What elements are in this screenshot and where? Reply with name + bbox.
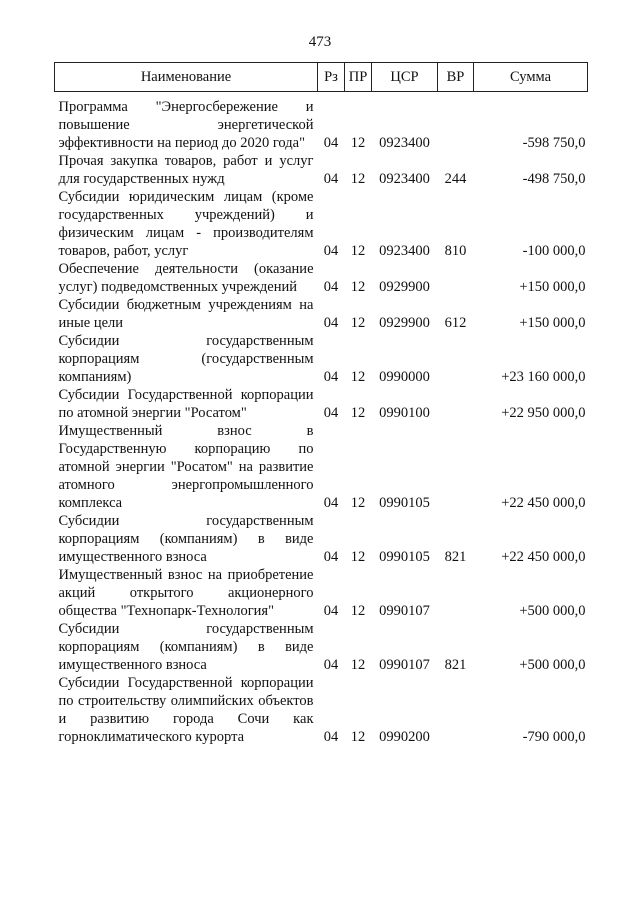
row-name: Субсидии юридическим лицам (кроме государственных учреждений) и физическим лицам - производителям товаров, работ, услуг — [58, 189, 314, 259]
row-csr: 0990200 — [379, 729, 430, 745]
row-vr: 244 — [444, 171, 467, 187]
table-row — [55, 152, 588, 188]
row-rz: 04 — [323, 495, 339, 511]
row-pr: 12 — [350, 405, 366, 421]
row-vr: 821 — [444, 549, 467, 565]
row-sum: +22 950 000,0 — [501, 405, 586, 421]
row-pr: 12 — [350, 243, 366, 259]
table-row — [55, 566, 588, 620]
row-pr: 12 — [350, 657, 366, 673]
row-pr: 12 — [350, 171, 366, 187]
row-name: Субсидии государственным корпорациям (компаниям) в виде имущественного взноса — [58, 513, 314, 565]
row-csr: 0990107 — [379, 657, 430, 673]
table-row — [55, 674, 588, 746]
header-name: Наименование — [55, 63, 318, 92]
row-name: Субсидии бюджетным учреждениям на иные цели — [58, 297, 314, 331]
row-pr: 12 — [350, 495, 366, 511]
table-row — [55, 188, 588, 260]
table-row — [55, 512, 588, 566]
row-name: Субсидии Государственной корпорации по атомной энергии "Росатом" — [58, 387, 314, 421]
row-name: Имущественный взнос в Государственную корпорацию по атомной энергии "Росатом" на развитие атомного энергопромышленного комплекса — [58, 423, 314, 511]
row-pr: 12 — [350, 549, 366, 565]
row-sum: +500 000,0 — [519, 603, 586, 619]
row-csr: 0923400 — [379, 171, 430, 187]
header-csr: ЦСР — [372, 63, 438, 92]
row-vr — [438, 386, 474, 422]
row-rz: 04 — [323, 369, 339, 385]
row-vr — [438, 422, 474, 512]
row-sum: +23 160 000,0 — [501, 369, 586, 385]
row-vr — [438, 92, 474, 153]
row-sum: +150 000,0 — [519, 279, 586, 295]
row-pr: 12 — [350, 279, 366, 295]
row-rz: 04 — [323, 405, 339, 421]
table-row — [55, 260, 588, 296]
table-row — [55, 422, 588, 512]
row-rz: 04 — [323, 171, 339, 187]
row-rz: 04 — [323, 135, 339, 151]
row-sum: -498 750,0 — [522, 171, 586, 187]
header-sum: Сумма — [474, 63, 588, 92]
row-pr: 12 — [350, 315, 366, 331]
row-pr: 12 — [350, 369, 366, 385]
row-rz: 04 — [323, 549, 339, 565]
row-csr: 0990105 — [379, 549, 430, 565]
row-csr: 0923400 — [379, 243, 430, 259]
row-sum: -598 750,0 — [522, 135, 586, 151]
row-csr: 0929900 — [379, 279, 430, 295]
row-name: Субсидии государственным корпорациям (компаниям) в виде имущественного взноса — [58, 621, 314, 673]
header-pr: ПР — [345, 63, 372, 92]
row-pr: 12 — [350, 603, 366, 619]
table-row — [55, 92, 588, 153]
budget-table — [54, 62, 588, 746]
row-csr: 0990107 — [379, 603, 430, 619]
table-row — [55, 296, 588, 332]
row-csr: 0929900 — [379, 315, 430, 331]
row-csr: 0923400 — [379, 135, 430, 151]
row-rz: 04 — [323, 279, 339, 295]
row-vr — [438, 566, 474, 620]
row-rz: 04 — [323, 657, 339, 673]
row-vr — [438, 332, 474, 386]
row-rz: 04 — [323, 729, 339, 745]
row-csr: 0990000 — [379, 369, 430, 385]
row-vr: 810 — [444, 243, 467, 259]
table-row — [55, 620, 588, 674]
row-name: Прочая закупка товаров, работ и услуг для государственных нужд — [58, 153, 314, 187]
table-row — [55, 386, 588, 422]
row-sum: +22 450 000,0 — [501, 549, 586, 565]
row-rz: 04 — [323, 243, 339, 259]
row-name: Программа "Энергосбережение и повышение энергетической эффективности на период до 2020 года" — [58, 99, 314, 151]
row-name: Субсидии государственным корпорациям (государственным компаниям) — [58, 333, 314, 385]
row-vr: 821 — [444, 657, 467, 673]
row-vr — [438, 260, 474, 296]
header-rz: Рз — [318, 63, 345, 92]
row-name: Субсидии Государственной корпорации по строительству олимпийских объектов и развитию города Сочи как горноклиматического курорта — [58, 675, 314, 745]
row-pr: 12 — [350, 135, 366, 151]
page-number: 473 — [308, 34, 332, 50]
table-row — [55, 332, 588, 386]
header-vr: ВР — [438, 63, 474, 92]
row-vr: 612 — [444, 315, 467, 331]
row-sum: -100 000,0 — [522, 243, 586, 259]
row-name: Обеспечение деятельности (оказание услуг) подведомственных учреждений — [58, 261, 314, 295]
row-pr: 12 — [350, 729, 366, 745]
row-sum: +150 000,0 — [519, 315, 586, 331]
row-sum: +22 450 000,0 — [501, 495, 586, 511]
row-sum: +500 000,0 — [519, 657, 586, 673]
table-header — [55, 63, 588, 92]
row-name: Имущественный взнос на приобретение акций открытого акционерного общества "Технопарк-Технология" — [58, 567, 314, 619]
row-rz: 04 — [323, 315, 339, 331]
row-csr: 0990100 — [379, 405, 430, 421]
table-body — [55, 92, 588, 747]
row-rz: 04 — [323, 603, 339, 619]
row-vr — [438, 674, 474, 746]
row-sum: -790 000,0 — [522, 729, 586, 745]
row-csr: 0990105 — [379, 495, 430, 511]
